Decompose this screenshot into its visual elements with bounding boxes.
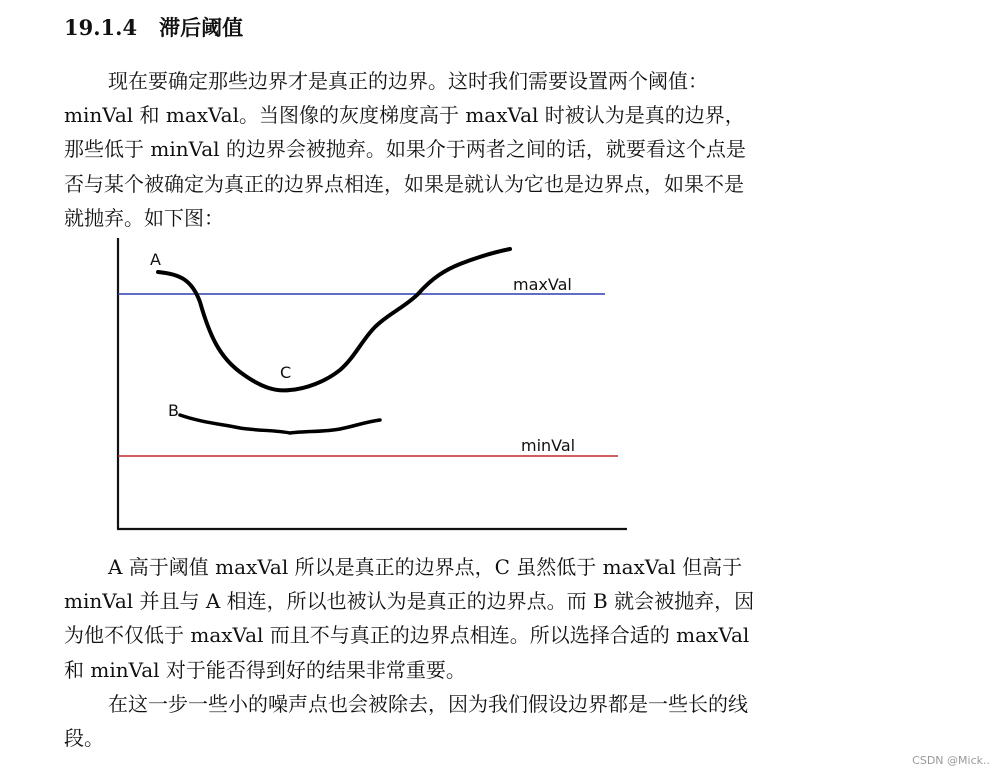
- hysteresis-diagram: [100, 232, 640, 537]
- label-minval: minVal: [521, 436, 576, 455]
- section-heading: [64, 12, 243, 42]
- paragraph-line: A 高于阈值 maxVal 所以是真正的边界点，C 虽然低于 maxVal 但高于: [108, 555, 743, 579]
- paragraph-line: 现在要确定那些边界才是真正的边界。这时我们需要设置两个阈值：: [108, 69, 708, 93]
- watermark: CSDN @Mick..: [912, 754, 990, 767]
- paragraph-line: 就抛弃。如下图：: [64, 205, 224, 230]
- paragraph-line: minVal 并且与 A 相连，所以也被认为是真正的边界点。而 B 就会被抛弃，因: [64, 589, 755, 614]
- label-a: A: [150, 250, 161, 269]
- hysteresis-figure: [100, 232, 640, 537]
- label-b: B: [168, 401, 179, 420]
- paragraph-explanation: [64, 550, 864, 687]
- paragraph-line: 那些低于 minVal 的边界会被抛弃。如果介于两者之间的话，就要看这个点是: [64, 137, 746, 162]
- paragraph-line: 否与某个被确定为真正的边界点相连，如果是就认为它也是边界点，如果不是: [64, 171, 744, 196]
- paragraph-line: 和 minVal 对于能否得到好的结果非常重要。: [64, 657, 466, 682]
- section-number: 19.1.4: [64, 15, 138, 40]
- paragraph-noise: [64, 687, 864, 755]
- paragraph-line: 段。: [64, 726, 104, 751]
- label-maxval: maxVal: [513, 275, 572, 294]
- paragraph-intro: [64, 64, 864, 235]
- paragraph-line: minVal 和 maxVal。当图像的灰度梯度高于 maxVal 时被认为是真的边界，: [64, 103, 745, 128]
- paragraph-line: 为他不仅低于 maxVal 而且不与真正的边界点相连。所以选择合适的 maxVal: [64, 623, 750, 648]
- label-c: C: [280, 363, 292, 382]
- paragraph-line: 在这一步一些小的噪声点也会被除去，因为我们假设边界都是一些长的线: [108, 692, 748, 716]
- curve-b: [180, 415, 380, 433]
- curve-a-c: [158, 249, 510, 390]
- section-title: 滞后阈值: [159, 15, 244, 40]
